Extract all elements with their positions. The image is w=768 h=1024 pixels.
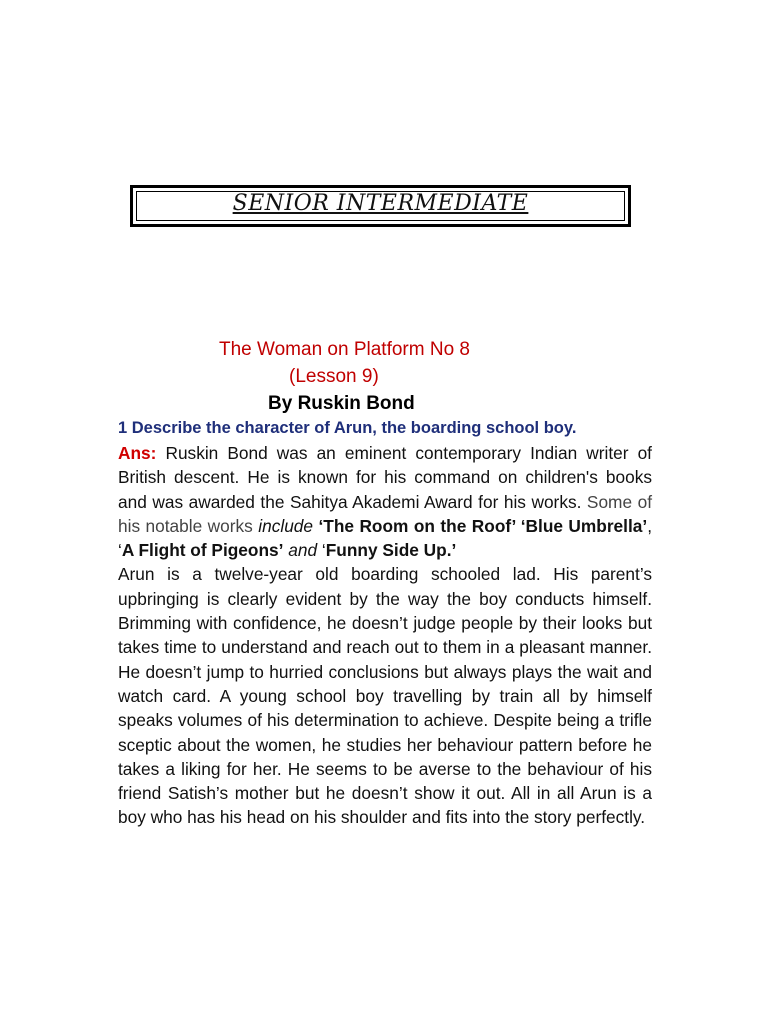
grade-banner-text: SENIOR INTERMEDIATE — [232, 190, 529, 216]
answer-paragraph-2: Arun is a twelve-year old boarding schooled lad. His parent’s upbringing is clearly evident by the way the boy conducts himself. Brimming with confidence, he doesn’t judge people by their looks but takes time to understand and reach out to them in a pleasant manner. He doesn’t jump to hurried conclusions but always plays the wait and watch card. A young school boy travelling by train all by himself speaks volumes of his determination to achieve. Despite being a trifle sceptic about the women, he studies her behaviour pattern before he takes a liking for her. He seems to be averse to the behaviour of his friend Satish’s mother but he doesn’t show it out. All in all Arun is a boy who has his head on his shoulder and fits into the story perfectly. — [118, 564, 652, 828]
answer-paragraph-1 — [118, 441, 652, 562]
question-heading: 1 Describe the character of Arun, the boarding school boy. — [118, 419, 577, 437]
work-title-pigeons: A Flight of Pigeons’ — [121, 540, 284, 561]
notable-works-lead: Some of his notable works — [118, 491, 652, 536]
and-word: and — [283, 540, 322, 561]
works-separator-2: ‘ — [321, 540, 326, 561]
lesson-author: By Ruskin Bond — [268, 393, 415, 414]
include-word: include — [258, 515, 314, 536]
lesson-number: (Lesson 9) — [289, 366, 379, 387]
answer-body — [118, 441, 652, 830]
grade-banner — [130, 185, 631, 227]
work-title-funny-side-up: Funny Side Up.’ — [325, 540, 457, 561]
answer-intro-text: Ruskin Bond was an eminent contemporary Indian writer of British descent. He is known for his command on children's books and was awarded the Sahitya Akademi Award for his works. — [118, 443, 652, 512]
grade-banner-inner — [136, 191, 625, 221]
works-separator-1: , ‘ — [118, 515, 652, 561]
answer-label: Ans: — [118, 443, 157, 463]
work-title-room-umbrella: ‘The Room on the Roof’ ‘Blue Umbrella’ — [313, 515, 648, 536]
lesson-title: The Woman on Platform No 8 — [219, 339, 470, 360]
